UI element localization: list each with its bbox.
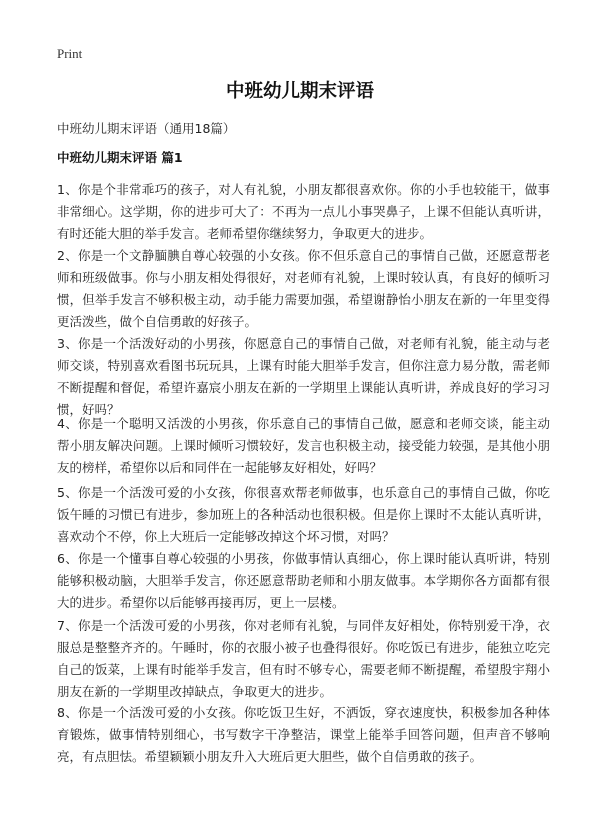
comment-paragraph-3: 3、你是一个活泼好动的小男孩，你愿意自己的事情自己做，对老师有礼貌，能主动与老师交谈，特别喜欢看图书玩玩具，上课有时能大胆举手发言，但你注意力易分散，需老师不断提醒和督促，希望许嘉宸小朋友在新的一学期里上课能认真听讲，养成良好的学习习惯，好吗？ (57, 336, 550, 417)
comment-paragraph-1: 1、你是个非常乖巧的孩子，对人有礼貌，小朋友都很喜欢你。你的小手也较能干，做事非常细心。这学期，你的进步可大了：不再为一点儿小事哭鼻子，上课不但能认真听讲，有时还能大胆的举手发言。老师希望你继续努力，争取更大的进步。 (57, 182, 550, 241)
comment-paragraph-5: 5、你是一个活泼可爱的小女孩，你很喜欢帮老师做事，也乐意自己的事情自己做，你吃饭午睡的习惯已有进步，参加班上的各种活动也很积极。但是你上课时不太能认真听讲，喜欢动个不停，你上大班后一定能够改掉这个坏习惯，对吗？ (57, 485, 550, 544)
comment-paragraph-8: 8、你是一个活泼可爱的小女孩。你吃饭卫生好，不洒饭，穿衣速度快，积极参加各种体育锻炼，做事情特别细心，书写数字干净整洁，课堂上能举手回答问题，但声音不够响亮，有点胆怯。希望颖颖小朋友升入大班后更大胆些，做个自信勇敢的孩子。 (57, 705, 550, 764)
print-link[interactable]: Print (57, 46, 83, 61)
comment-paragraph-4: 4、你是一个聪明又活泼的小男孩，你乐意自己的事情自己做，愿意和老师交谈，能主动帮小朋友解决问题。上课时倾听习惯较好，发言也积极主动，接受能力较强，是其他小朋友的榜样，希望你以后和同伴在一起能够友好相处，好吗？ (57, 416, 550, 475)
comment-paragraph-6: 6、你是一个懂事自尊心较强的小男孩，你做事情认真细心，你上课时能认真听讲，特别能够积极动脑，大胆举手发言，你还愿意帮助老师和小朋友做事。本学期你各方面都有很大的进步。希望你以后能够再接再厉，更上一层楼。 (57, 551, 550, 610)
section-heading: 中班幼儿期末评语 篇1 (57, 150, 183, 165)
document-title: 中班幼儿期末评语 (225, 81, 374, 102)
comment-paragraph-7: 7、你是一个活泼可爱的小男孩，你对老师有礼貌，与同伴友好相处，你特别爱干净，衣服总是整整齐齐的。午睡时，你的衣服小被子也叠得很好。你吃饭已有进步，能独立吃完自己的饭菜，上课有时能举手发言，但有时不够专心，需要老师不断提醒，希望殷宇翔小朋友在新的一学期里改掉缺点，争取更大的进步。 (57, 618, 550, 699)
comment-paragraph-2: 2、你是一个文静腼腆自尊心较强的小女孩。你不但乐意自己的事情自己做，还愿意帮老师和班级做事。你与小朋友相处得很好，对老师有礼貌，上课时较认真，有良好的倾听习惯，但举手发言不够积极主动，动手能力需要加强，希望谢静怡小朋友在新的一年里变得更活泼些，做个自信勇敢的好孩子。 (57, 248, 550, 329)
document-subtitle: 中班幼儿期末评语（通用18篇） (57, 121, 236, 136)
